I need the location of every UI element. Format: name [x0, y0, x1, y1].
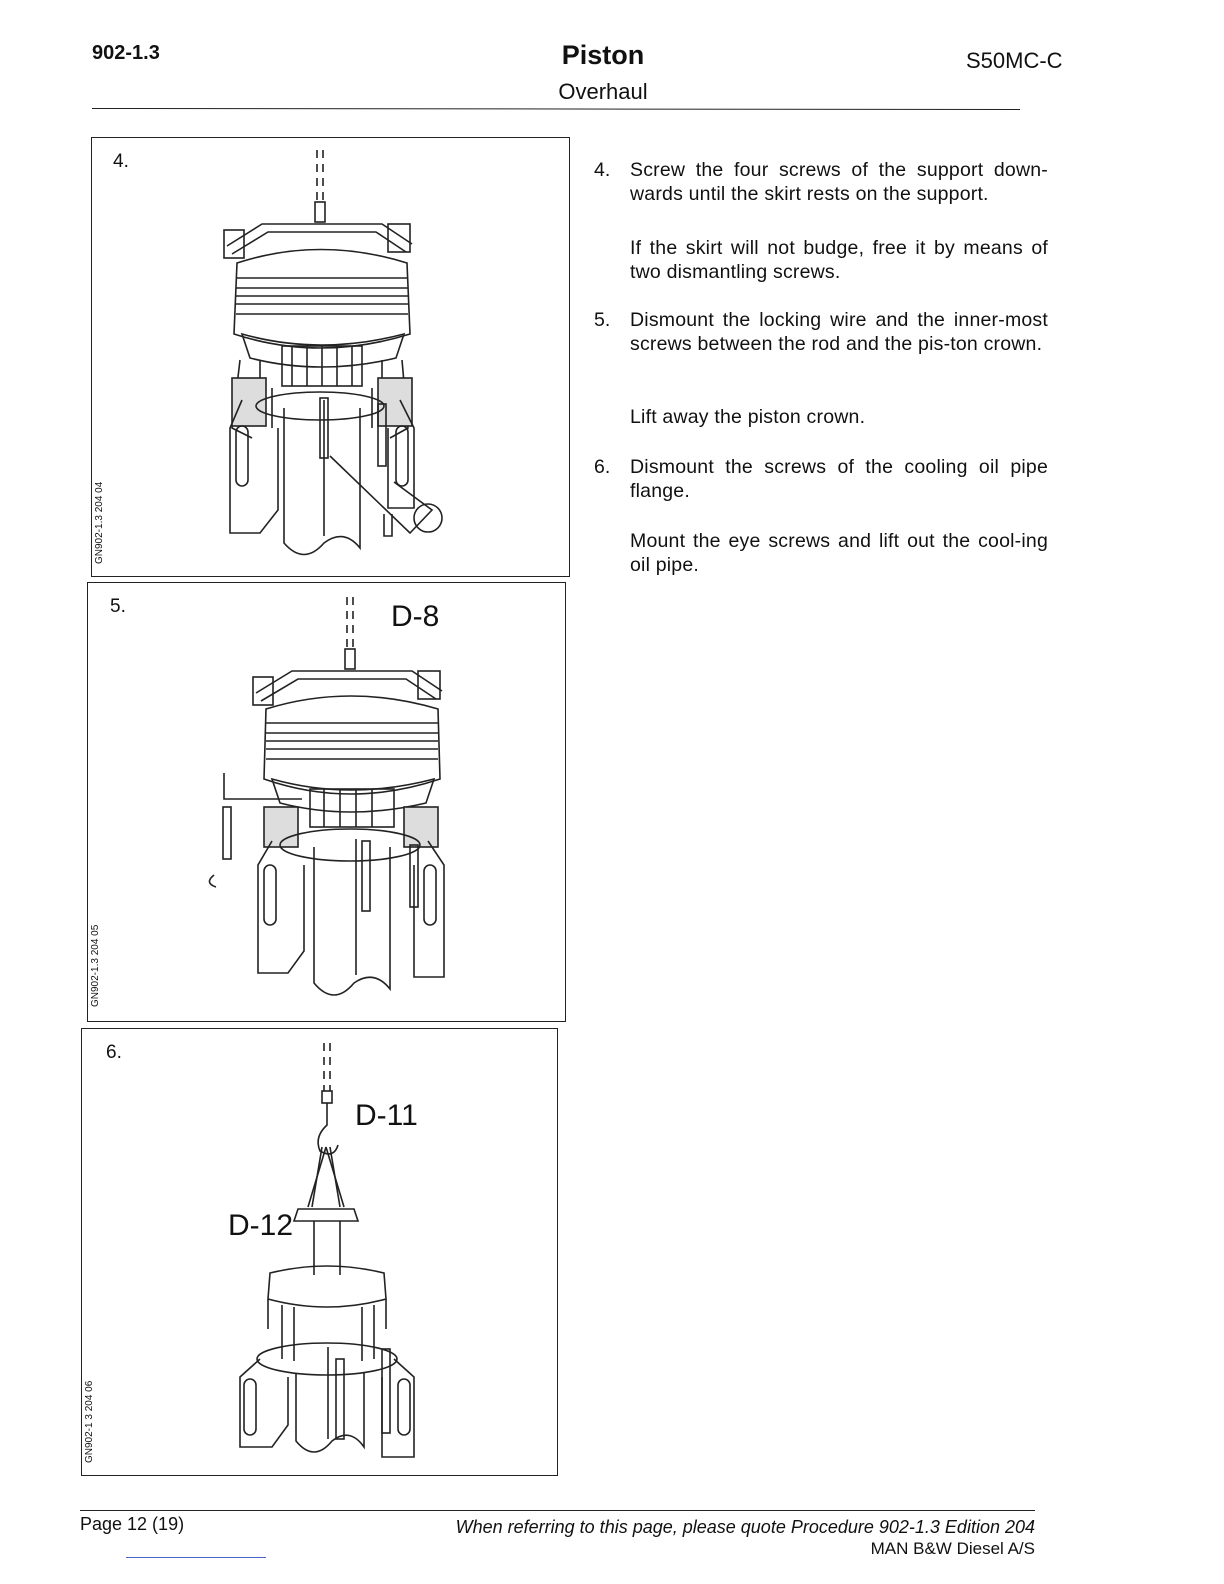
step-6-note: Mount the eye screws and lift out the cool-ing oil pipe. — [630, 530, 1048, 576]
step-text: Screw the four screws of the support down-wards until the skirt rests on the support. — [630, 159, 1048, 205]
figure-number: 5. — [110, 596, 126, 617]
cooling-oil-pipe-lift-illustration — [82, 1029, 557, 1475]
stamp-line — [126, 1557, 266, 1558]
callout-d-12: D-12 — [228, 1209, 294, 1242]
step-text: Dismount the locking wire and the inner-most screws between the rod and the pis-ton crown. — [630, 309, 1048, 355]
step-4-note: If the skirt will not budge, free it by means of two dismantling screws. — [630, 237, 1048, 283]
footer-company: MAN B&W Diesel A/S — [870, 1539, 1035, 1558]
figure-code: GN902-1.3 204 04 — [94, 481, 105, 564]
step-number: 5. — [594, 309, 611, 331]
document-id: 902-1.3 — [92, 42, 160, 64]
page-title: Piston — [561, 40, 645, 70]
header-divider — [92, 108, 1020, 110]
figure-number: 4. — [113, 151, 129, 172]
step-number: 4. — [594, 159, 611, 181]
page-number: Page 12 (19) — [80, 1514, 185, 1534]
page-subtitle: Overhaul — [558, 79, 648, 104]
figure-number: 6. — [106, 1042, 122, 1063]
piston-crown-removal-illustration — [88, 583, 565, 1021]
figure-5 — [87, 582, 566, 1022]
footer-divider — [80, 1510, 1035, 1511]
figure-4 — [91, 137, 570, 577]
step-text: Dismount the screws of the cooling oil pipe flange. — [630, 456, 1048, 502]
figure-code: GN902-1.3 204 05 — [90, 924, 101, 1007]
footer-reference-note: When referring to this page, please quote Procedure 902-1.3 Edition 204 — [455, 1517, 1035, 1537]
engine-model: S50MC-C — [966, 48, 1063, 73]
step-number: 6. — [594, 456, 611, 478]
callout-d-8: D-8 — [391, 600, 440, 633]
piston-support-illustration — [92, 138, 569, 576]
figure-6 — [81, 1028, 558, 1476]
callout-d-11: D-11 — [355, 1099, 418, 1132]
figure-code: GN902-1 3 204 06 — [84, 1380, 95, 1463]
step-5-note: Lift away the piston crown. — [630, 406, 866, 428]
